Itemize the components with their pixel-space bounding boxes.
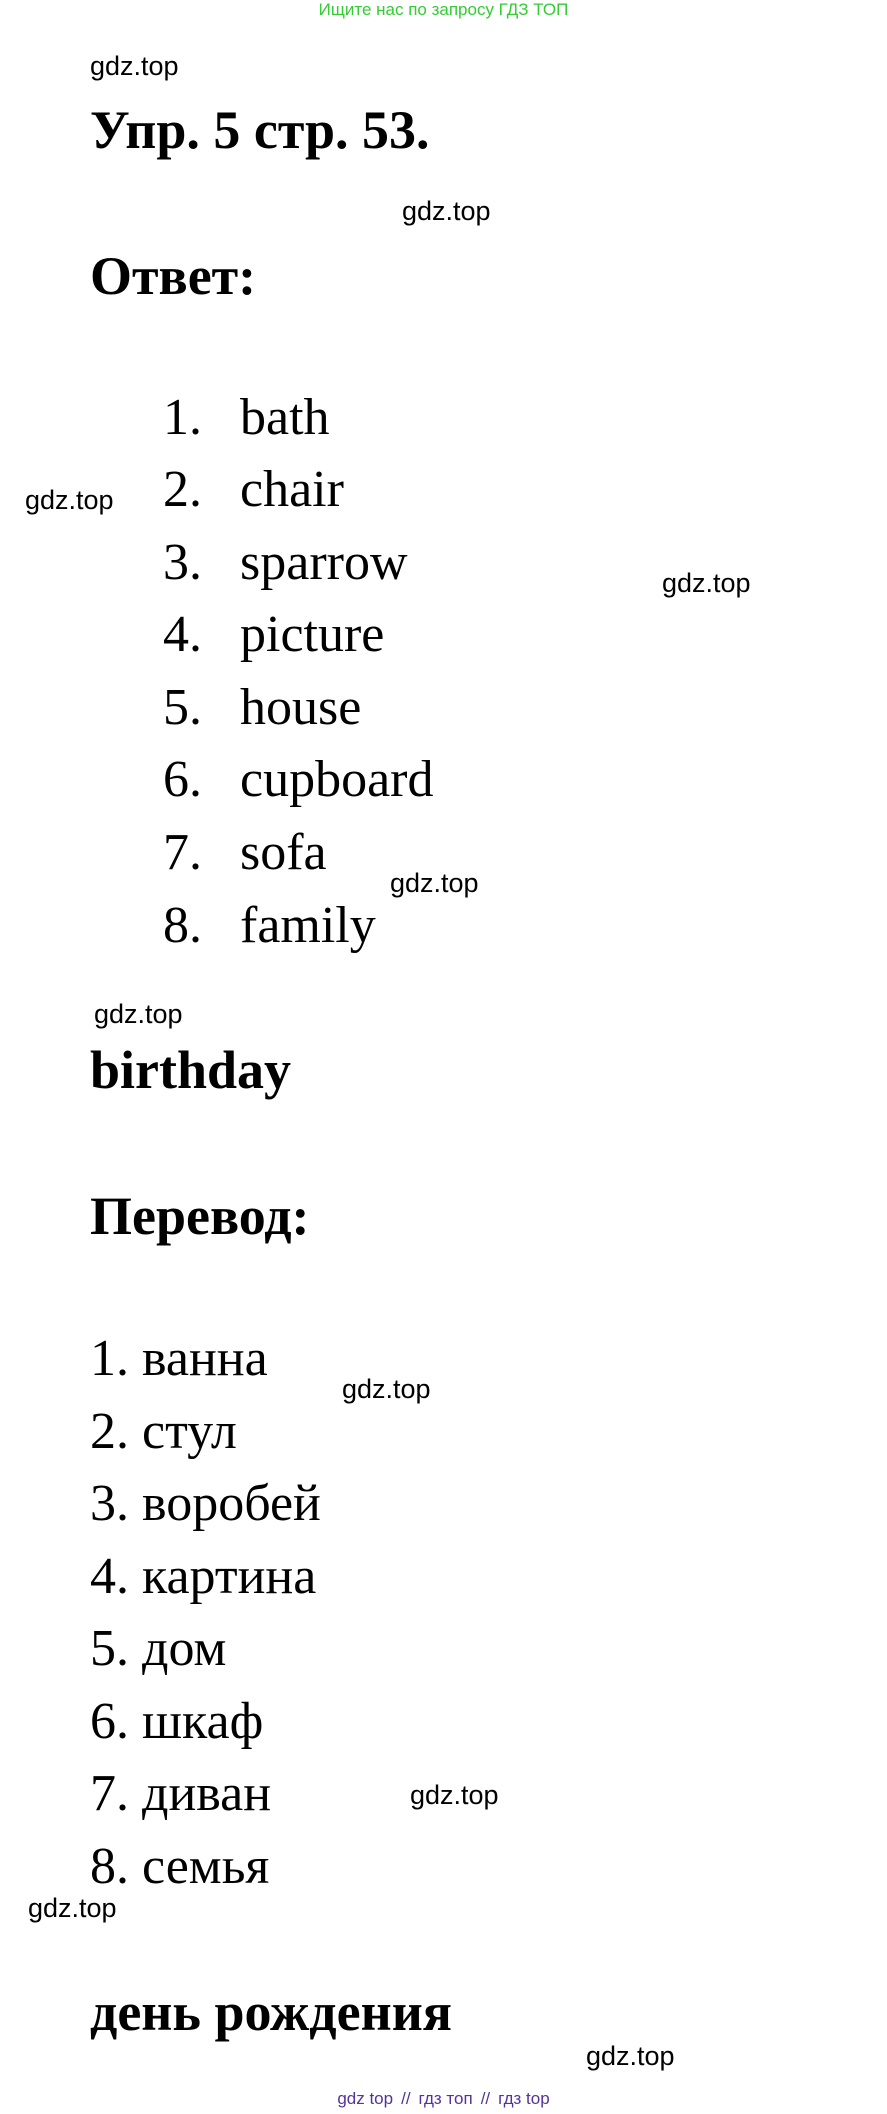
watermark: gdz.top bbox=[390, 868, 479, 898]
answer-number: 2. bbox=[163, 461, 202, 518]
footer-links bbox=[0, 2088, 887, 2110]
footer-separator: // bbox=[480, 2089, 491, 2108]
translation-item-8: 8. семья bbox=[90, 1838, 270, 1895]
footer-link[interactable]: gdz top bbox=[337, 2089, 394, 2108]
answer-word: house bbox=[240, 679, 362, 736]
watermark: gdz.top bbox=[28, 1893, 117, 1923]
exercise-title: Упр. 5 стр. 53. bbox=[90, 100, 430, 160]
answer-word: family bbox=[240, 897, 376, 954]
answer-word: bath bbox=[240, 389, 330, 446]
answer-number: 5. bbox=[163, 679, 202, 736]
watermark: gdz.top bbox=[586, 2041, 675, 2071]
search-banner[interactable]: Ищите нас по запросу ГДЗ ТОП bbox=[318, 0, 569, 19]
translation-heading: Перевод: bbox=[90, 1186, 310, 1246]
answer-number: 4. bbox=[163, 606, 202, 663]
answer-word: sofa bbox=[240, 824, 327, 881]
translation-item-2: 2. стул bbox=[90, 1403, 237, 1460]
watermark: gdz.top bbox=[402, 196, 491, 226]
answer-number: 8. bbox=[163, 897, 202, 954]
translation-word: день рождения bbox=[90, 1982, 453, 2042]
watermark: gdz.top bbox=[90, 51, 179, 81]
translation-item-3: 3. воробей bbox=[90, 1475, 321, 1532]
answer-number: 3. bbox=[163, 534, 202, 591]
answer-number: 1. bbox=[163, 389, 202, 446]
footer-link[interactable]: гдз топ bbox=[418, 2089, 473, 2108]
translation-item-1: 1. ванна bbox=[90, 1330, 268, 1387]
translation-item-7: 7. диван bbox=[90, 1765, 272, 1822]
watermark: gdz.top bbox=[25, 485, 114, 515]
translation-item-5: 5. дом bbox=[90, 1620, 227, 1677]
answer-word: birthday bbox=[90, 1040, 292, 1100]
answer-number: 6. bbox=[163, 751, 202, 808]
watermark: gdz.top bbox=[342, 1374, 431, 1404]
answer-word: chair bbox=[240, 461, 344, 518]
answer-heading: Ответ: bbox=[90, 246, 257, 306]
translation-item-6: 6. шкаф bbox=[90, 1693, 264, 1750]
watermark: gdz.top bbox=[662, 568, 751, 598]
answer-number: 7. bbox=[163, 824, 202, 881]
footer-separator: // bbox=[401, 2089, 411, 2108]
answer-word: cupboard bbox=[240, 751, 434, 808]
footer-link[interactable]: гдз top bbox=[498, 2089, 550, 2108]
translation-item-4: 4. картина bbox=[90, 1548, 317, 1605]
answer-word: picture bbox=[240, 606, 385, 663]
watermark: gdz.top bbox=[410, 1780, 499, 1810]
answer-word: sparrow bbox=[240, 534, 408, 591]
watermark: gdz.top bbox=[94, 999, 183, 1029]
